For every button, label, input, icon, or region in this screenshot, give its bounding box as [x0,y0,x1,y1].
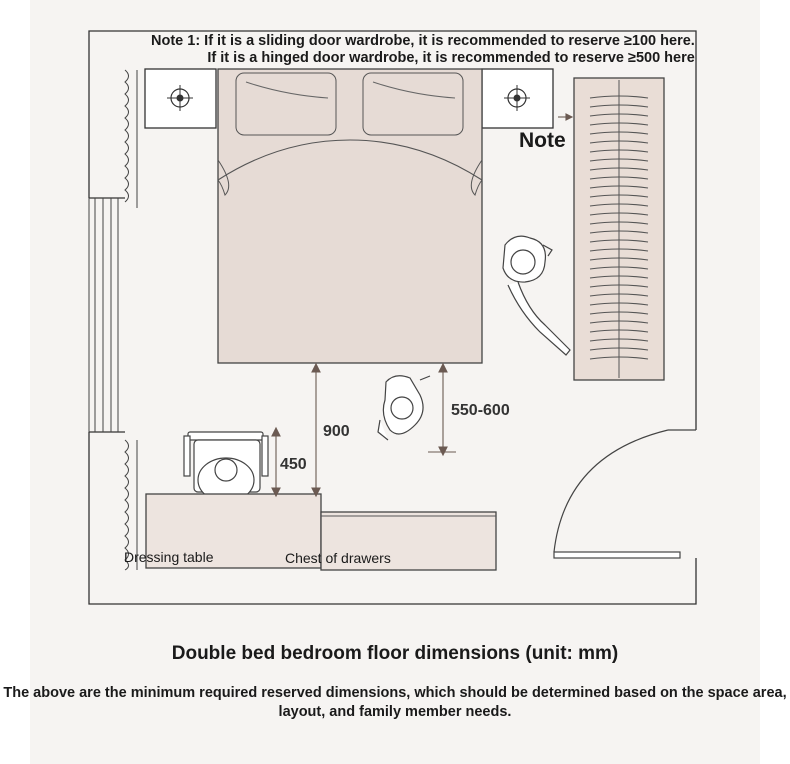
dimension-550-600: 550-600 [451,402,510,419]
note-line-1: Note 1: If it is a sliding door wardrobe, it is recommended to reserve ≥100 here. [151,33,695,49]
caption-subtitle: The above are the minimum required reserved dimensions, which should be determined based on the space area, layout, and family member needs. [3,685,787,720]
dimension-900: 900 [323,423,350,440]
wardrobe [574,78,664,380]
person-walking [378,376,430,440]
dimension-450: 450 [280,456,307,473]
dressing-table-label: Dressing table [124,549,214,565]
wardrobe-clearance-note [151,33,695,67]
door [554,430,696,558]
chest-of-drawers-label: Chest of drawers [285,550,391,566]
nightstand-left [145,69,216,128]
nightstand-right [482,69,553,128]
double-bed [218,69,482,363]
window [89,198,118,432]
note-label: Note [519,129,566,152]
person-at-wardrobe [503,236,570,355]
curtain-top [125,70,137,208]
caption-title: Double bed bedroom floor dimensions (unit: mm) [171,643,619,664]
note-line-2: If it is a hinged door wardrobe, it is recommended to reserve ≥500 here [207,50,695,66]
